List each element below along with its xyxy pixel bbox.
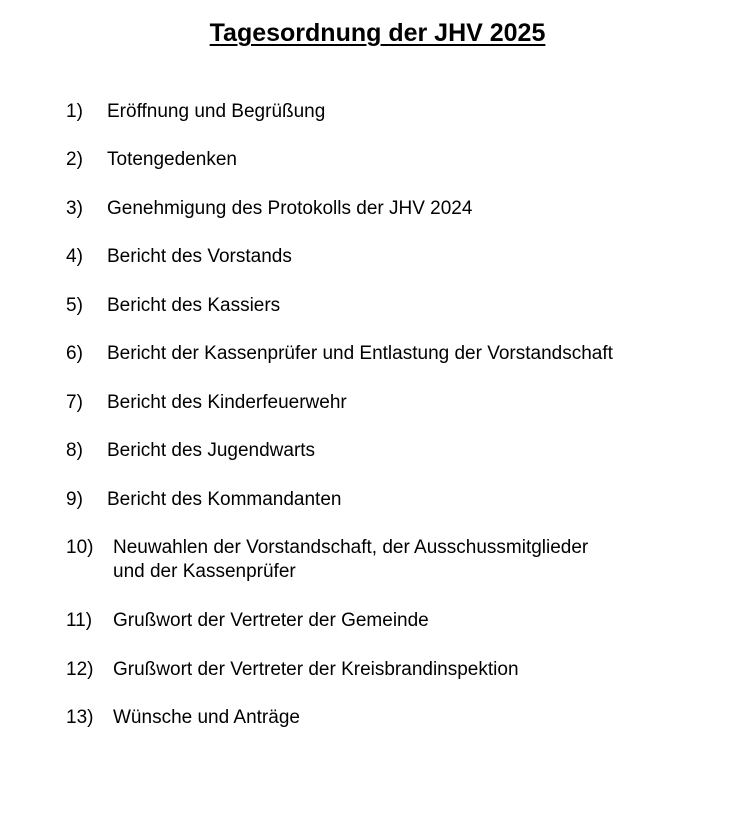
agenda-item-number: 13) — [66, 707, 94, 728]
agenda-item-text — [113, 658, 519, 682]
agenda-item-line: Eröffnung und Begrüßung — [107, 101, 326, 122]
agenda-item-number: 1) — [66, 101, 83, 122]
agenda-item-text — [107, 342, 613, 366]
agenda-item-number: 5) — [66, 295, 83, 316]
agenda-item-text — [113, 536, 588, 584]
agenda-item-line: Bericht des Jugendwarts — [107, 440, 316, 461]
agenda-item-text — [107, 100, 325, 124]
agenda-item-number: 3) — [66, 198, 83, 219]
agenda-item-line: Totengedenken — [107, 149, 237, 170]
agenda-item-text — [113, 706, 300, 730]
agenda-item-text — [107, 197, 472, 221]
agenda-item-text — [107, 439, 315, 463]
agenda-item-number: 9) — [66, 489, 83, 510]
agenda-item-line: und der Kassenprüfer — [113, 561, 296, 582]
agenda-item-line: Wünsche und Anträge — [113, 707, 300, 728]
agenda-item-line: Bericht des Kinderfeuerwehr — [107, 392, 347, 413]
agenda-item-number: 2) — [66, 149, 83, 170]
agenda-item-line: Genehmigung des Protokolls der JHV 2024 — [107, 198, 473, 219]
agenda-item-line: Neuwahlen der Vorstandschaft, der Ausschussmitglieder — [113, 537, 589, 558]
agenda-item-line: Bericht des Vorstands — [107, 246, 292, 267]
agenda-item-number: 4) — [66, 246, 83, 267]
agenda-item-line: Bericht des Kassiers — [107, 295, 281, 316]
agenda-item-text — [107, 488, 341, 512]
agenda-item-text — [113, 609, 429, 633]
agenda-item-text — [107, 391, 347, 415]
agenda-item-number: 6) — [66, 343, 83, 364]
agenda-item-line: Bericht der Kassenprüfer und Entlastung der Vorstandschaft — [107, 343, 613, 364]
agenda-item-text — [107, 294, 280, 318]
agenda-item-number: 11) — [66, 610, 93, 631]
agenda-item-text — [107, 148, 237, 172]
agenda-item-line: Bericht des Kommandanten — [107, 489, 342, 510]
agenda-item-text — [107, 245, 292, 269]
agenda-item-number: 10) — [66, 537, 94, 558]
agenda-item-number: 12) — [66, 659, 94, 680]
document-title: Tagesordnung der JHV 2025 — [209, 19, 546, 47]
agenda-item-number: 8) — [66, 440, 83, 461]
agenda-item-line: Grußwort der Vertreter der Kreisbrandinspektion — [113, 659, 519, 680]
agenda-item-number: 7) — [66, 392, 83, 413]
agenda-item-line: Grußwort der Vertreter der Gemeinde — [113, 610, 429, 631]
